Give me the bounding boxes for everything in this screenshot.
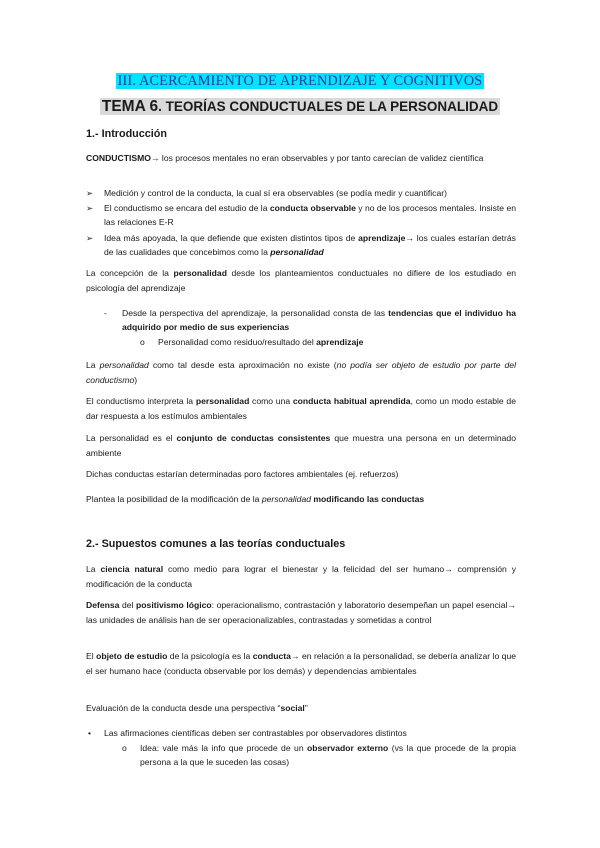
paragraph-conductismo: CONDUCTISMO→ los procesos mentales no eran observables y por tanto carecían de validez científica [86, 153, 484, 163]
dash-item-perspectiva: Desde la perspectiva del aprendizaje, la personalidad consta de las tendencias que el individuo ha adquirido por medio de sus experiencias [122, 308, 516, 332]
paragraph-no-existe: La personalidad como tal desde esta aproximación no existe (no podía ser objeto de estudio por parte del conductismo) [86, 360, 516, 385]
bullet-contrastables: Las afirmaciones científicas deben ser contrastables por observadores distintos [104, 728, 407, 738]
circle-marker: o [140, 337, 145, 347]
paragraph-positivismo: Defensa del positivismo lógico: operacionalismo, contrastación y laboratorio desempeñan un papel esencial→ las unidades de análisis han de ser operacionalizables, contrastadas y sometidas a control [86, 600, 516, 625]
paragraph-ciencia: La ciencia natural como medio para lograr el bienestar y la felicidad del ser humano→ comprensión y modificación de la conducta [86, 564, 516, 589]
bullet-marker: • [88, 728, 92, 738]
arrow-bullet-marker: ➢ [86, 203, 94, 213]
paragraph-factores: Dichas conductas estarían determinadas poro factores ambientales (ej. refuerzos) [86, 469, 399, 479]
paragraph-interpreta: El conductismo interpreta la personalidad como una conducta habitual aprendida, como un modo estable de dar respuesta a los estímulos ambientales [86, 396, 516, 421]
arrow-bullet-marker: ➢ [86, 233, 94, 243]
bullet-conducta-observable: El conductismo se encara del estudio de la conducta observable y no de los procesos mentales. Insiste en las relaciones E-R [104, 203, 517, 227]
bullet-medicion: Medición y control de la conducta, la cual sí era observables (se podía medir y cuantificar) [104, 188, 447, 198]
circle-marker: o [122, 743, 127, 753]
sub-item-residuo: Personalidad como residuo/resultado del aprendizaje [158, 337, 364, 347]
section-2-heading: 2.- Supuestos comunes a las teorías conductuales [86, 538, 346, 550]
paragraph-conjunto: La personalidad es el conjunto de conductas consistentes que muestra una persona en un determinado ambiente [86, 433, 516, 458]
section-1-heading: 1.- Introducción [86, 128, 167, 140]
arrow-bullet-marker: ➢ [86, 188, 94, 198]
dash-marker: - [104, 308, 107, 318]
unit-title: III. ACERCAMIENTO DE APRENDIZAJE Y COGNITIVOS [117, 73, 483, 89]
tema-title: TEMA 6. TEORÍAS CONDUCTUALES DE LA PERSONALIDAD [101, 98, 499, 115]
paragraph-concepcion: La concepción de la personalidad desde los planteamientos conductuales no difiere de los estudiado en psicología del aprendizaje [86, 268, 516, 293]
paragraph-modificacion: Plantea la posibilidad de la modificación de la personalidad modificando las conductas [86, 494, 425, 504]
paragraph-evaluacion: Evaluación de la conducta desde una perspectiva “social” [86, 703, 308, 713]
bullet-aprendizaje: Idea más apoyada, la que defiende que existen distintos tipos de aprendizaje→ los cuales estarían detrás de las cualidades que concebimos como la personalidad [104, 233, 516, 257]
sub-item-observador-externo: Idea: vale más la info que procede de un observador externo (vs la que procede de la propia persona a la que le suceden las cosas) [140, 743, 516, 767]
paragraph-objeto: El objeto de estudio de la psicología es la conducta→ en relación a la personalidad, se debería analizar lo que el ser humano hace (conducta observable por los demás) y dependencias ambientales [86, 651, 517, 676]
